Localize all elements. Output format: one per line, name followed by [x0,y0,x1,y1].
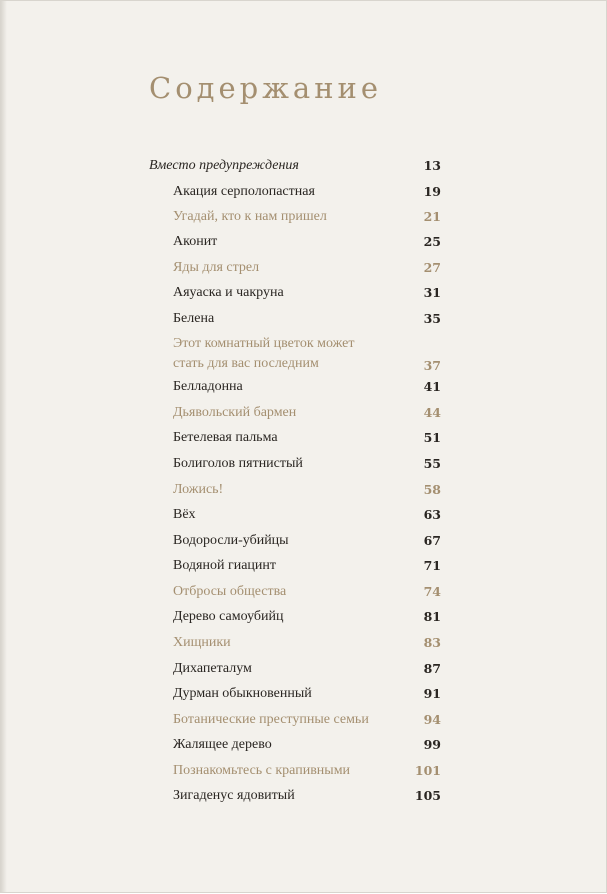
toc-entry-title-line: Белена [173,311,215,326]
toc-entry-title [173,710,369,730]
toc-entry-title-line: Этот комнатный цветок может [173,336,355,351]
toc-entry-title [173,761,350,781]
toc-entry-title-line: Водоросли-убийцы [173,533,289,548]
toc-entry-page-number: 37 [423,358,441,373]
toc-entry-page-number: 71 [423,558,441,573]
toc-entry-title [173,454,303,474]
toc-entry-title-line: Бетелевая пальма [173,430,278,445]
toc-entry-title [173,531,289,551]
toc-entry-page-number: 101 [414,763,441,778]
table-of-contents [1,1,607,894]
toc-entry-title-line: Отбросы общества [173,584,287,599]
toc-entry-title [173,207,327,227]
toc-entry-title-line: Жалящее дерево [173,737,272,752]
toc-entry-title-line: Ложись! [173,482,224,497]
toc-entry-title [173,582,286,602]
toc-entry-title [173,428,278,448]
toc-entry-page-number: 41 [423,379,441,394]
toc-entry-page-number: 44 [423,405,441,420]
toc-entry-title [173,232,217,252]
toc-entry-title [173,607,284,627]
toc-entry-title-line: Угадай, кто к нам пришел [173,209,327,224]
toc-entry-page-number: 35 [423,311,441,326]
toc-entry-title [173,633,231,653]
toc-entry-page-number: 81 [423,609,441,624]
toc-entry-title [173,283,284,303]
toc-entry-page-number: 94 [423,712,441,727]
toc-entry-title-line: Аконит [173,234,218,249]
toc-entry-title [173,182,315,202]
toc-entry-title-line: Яды для стрел [173,260,260,275]
toc-entry-page-number: 83 [423,635,441,650]
toc-entry-page-number: 27 [423,260,441,275]
toc-entry-page-number: 91 [423,686,441,701]
toc-entry-title [173,556,276,576]
toc-entry-title-line: Зигаденус ядовитый [173,788,295,803]
toc-entry-title-line: Дьявольский бармен [173,405,297,420]
toc-entry-title-line: Хищники [173,635,231,650]
toc-entry-page-number: 55 [423,456,441,471]
toc-entry-title-line: Вёх [173,507,196,522]
toc-entry-page-number: 58 [423,482,441,497]
toc-entry-title [173,786,295,806]
page-title: Содержание [149,71,383,105]
toc-entry-title [173,334,354,374]
toc-entry-title-line: Дурман обыкновенный [173,686,312,701]
toc-entry-title [173,403,296,423]
toc-entry-title [173,684,312,704]
toc-entry-page-number: 31 [423,285,441,300]
toc-entry-page-number: 63 [423,507,441,522]
toc-entry-page-number: 13 [423,158,441,173]
toc-entry-title [173,735,272,755]
toc-entry-page-number: 21 [423,209,441,224]
toc-entry-page-number: 25 [423,234,441,249]
toc-entry-page-number: 74 [423,584,441,599]
toc-entry-title [173,480,223,500]
toc-entry-title-line: Аяуаска и чакруна [173,285,284,300]
toc-entry-title-line: Познакомьтесь с крапивными [173,763,351,778]
toc-entry-title-line: стать для вас последним [173,356,319,371]
toc-entry-title-line: Болиголов пятнистый [173,456,303,471]
toc-entry-title [173,258,259,278]
toc-entry-title [173,377,243,397]
toc-entry-title [149,156,299,176]
toc-entry-page-number: 105 [414,788,441,803]
toc-entry-title [173,505,196,525]
toc-entry-page-number: 19 [423,184,441,199]
toc-entry-title-line: Белладонна [173,379,243,394]
toc-entry-page-number: 51 [423,430,441,445]
toc-entry-title-line: Водяной гиацинт [173,558,277,573]
toc-entry-title-line: Ботанические преступные семьи [173,712,369,727]
toc-entry-page-number: 67 [423,533,441,548]
toc-entry-title-line: Акация серполопастная [173,184,315,199]
toc-entry-title [173,309,214,329]
toc-entry-title-line: Вместо предупреждения [149,158,299,173]
toc-entry-title [173,659,252,679]
toc-entry-title-line: Дерево самоубийц [173,609,284,624]
toc-entry-title-line: Дихапеталум [173,661,252,676]
toc-entry-page-number: 87 [423,661,441,676]
toc-entry-page-number: 99 [423,737,441,752]
